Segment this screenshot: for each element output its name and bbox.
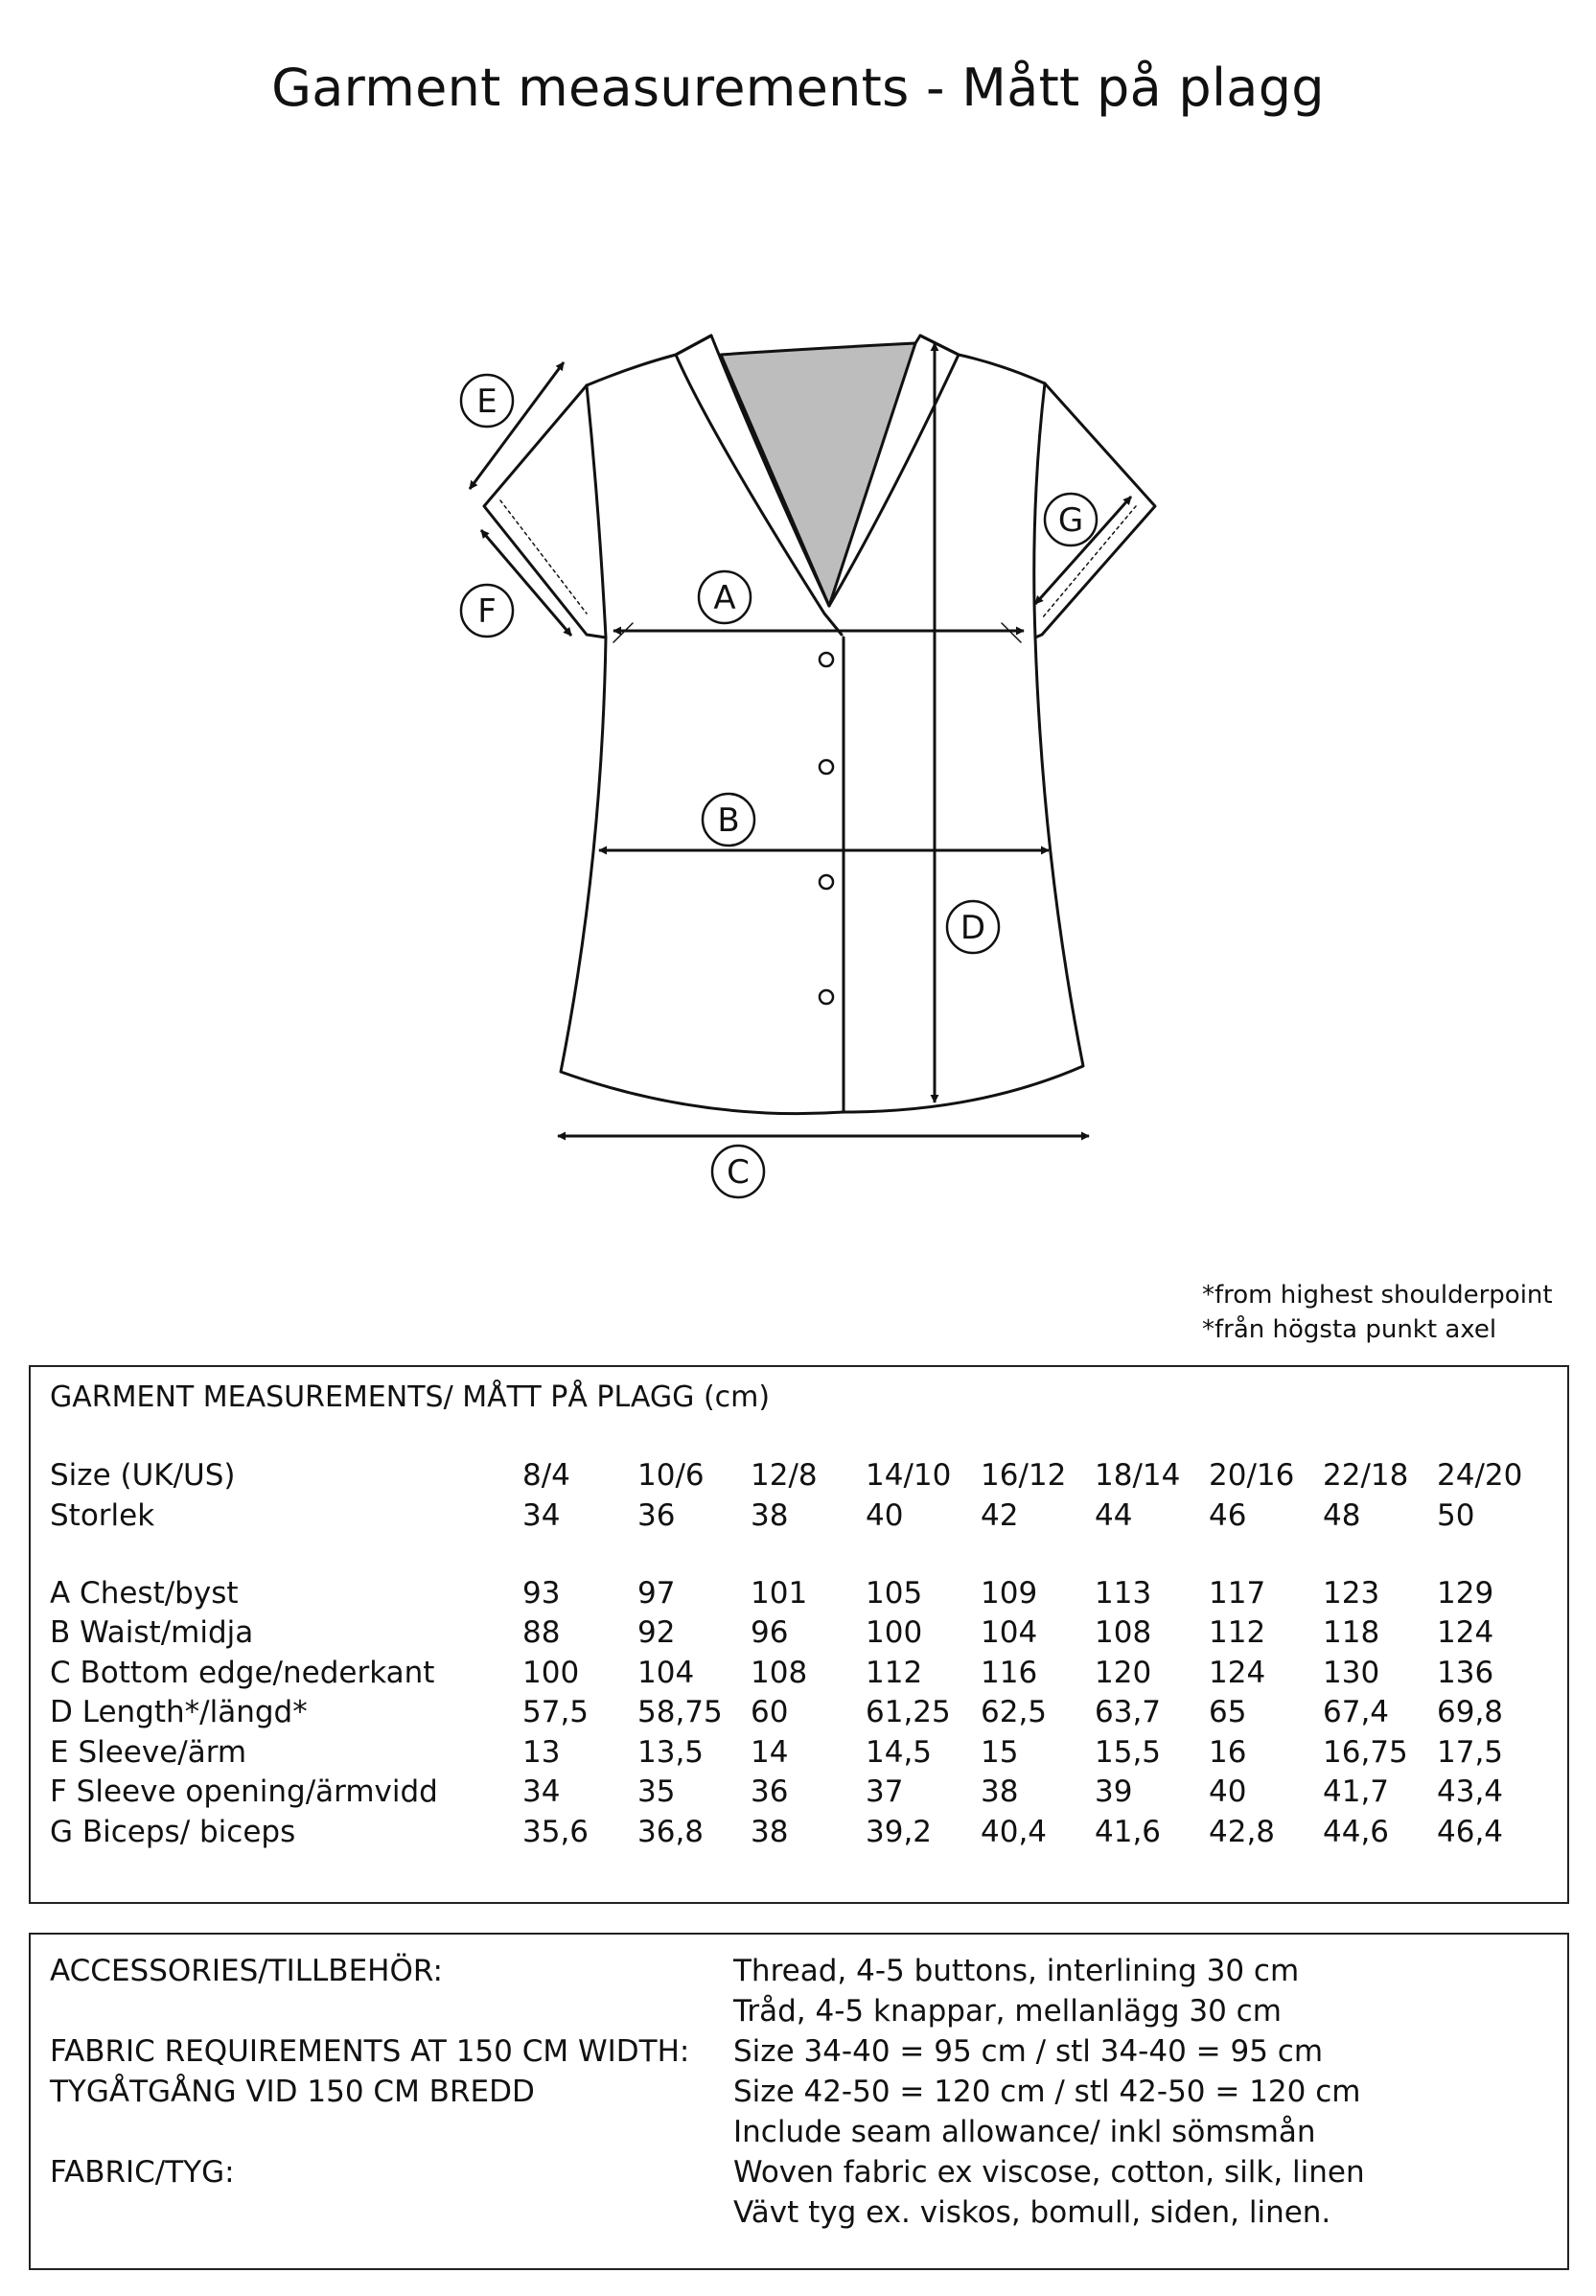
table-cell: 100: [866, 1615, 923, 1650]
table-cell: 42,8: [1209, 1815, 1276, 1849]
table-cell: 10/6: [637, 1458, 705, 1493]
table-cell: 100: [522, 1656, 580, 1690]
label-a: A: [713, 579, 736, 617]
table-cell: 46,4: [1437, 1815, 1504, 1849]
row-label: Size (UK/US): [50, 1458, 236, 1493]
table-cell: 130: [1323, 1656, 1380, 1690]
measurements-table: [29, 1365, 1569, 1904]
table-row: [50, 1498, 1545, 1537]
table-cell: 37: [866, 1774, 904, 1809]
table-cell: 38: [751, 1815, 789, 1849]
table-cell: 108: [1095, 1615, 1152, 1650]
table-cell: 36,8: [637, 1815, 705, 1849]
table-row: [50, 1656, 1545, 1694]
table-cell: 116: [981, 1656, 1038, 1690]
table-cell: 67,4: [1323, 1695, 1390, 1729]
table-cell: 123: [1323, 1576, 1380, 1611]
page-title: Garment measurements - Mått på plagg: [271, 58, 1325, 118]
table-row: [50, 1576, 1545, 1614]
table-cell: 88: [522, 1615, 561, 1650]
table-cell: 120: [1095, 1656, 1152, 1690]
label-g: G: [1057, 501, 1084, 540]
table-cell: 13,5: [637, 1735, 705, 1770]
table-cell: 40: [1209, 1774, 1247, 1809]
fabric-req-small: Size 34-40 = 95 cm / stl 34-40 = 95 cm: [733, 2034, 1324, 2069]
measurements-heading: GARMENT MEASUREMENTS/ MÅTT PÅ PLAGG (cm): [50, 1380, 771, 1414]
table-row: [50, 1774, 1545, 1813]
table-cell: 24/20: [1437, 1458, 1523, 1493]
table-cell: 44: [1095, 1498, 1133, 1533]
table-cell: 13: [522, 1735, 561, 1770]
row-label: B Waist/midja: [50, 1615, 254, 1650]
table-cell: 109: [981, 1576, 1038, 1611]
table-cell: 129: [1437, 1576, 1494, 1611]
table-cell: 34: [522, 1498, 561, 1533]
table-cell: 34: [522, 1774, 561, 1809]
table-cell: 14: [751, 1735, 789, 1770]
fabric-req-large: Size 42-50 = 120 cm / stl 42-50 = 120 cm: [733, 2075, 1361, 2109]
accessories-value-sv: Tråd, 4-5 knappar, mellanlägg 30 cm: [733, 1994, 1282, 2029]
table-cell: 15,5: [1095, 1735, 1162, 1770]
table-cell: 50: [1437, 1498, 1475, 1533]
table-row: [50, 1695, 1545, 1733]
table-cell: 117: [1209, 1576, 1266, 1611]
button-4: [820, 990, 833, 1004]
table-cell: 96: [751, 1615, 789, 1650]
label-b: B: [717, 801, 740, 840]
button-2: [820, 760, 833, 774]
table-cell: 92: [637, 1615, 676, 1650]
table-cell: 62,5: [981, 1695, 1048, 1729]
row-label: A Chest/byst: [50, 1576, 239, 1611]
table-cell: 65: [1209, 1695, 1247, 1729]
table-cell: 8/4: [522, 1458, 570, 1493]
label-e: E: [476, 383, 497, 421]
table-cell: 58,75: [637, 1695, 723, 1729]
table-cell: 42: [981, 1498, 1019, 1533]
table-cell: 38: [751, 1498, 789, 1533]
accessories-label: ACCESSORIES/TILLBEHÖR:: [50, 1954, 443, 1988]
label-d: D: [960, 909, 986, 947]
row-label: E Sleeve/ärm: [50, 1735, 247, 1770]
fabric-value-sv: Vävt tyg ex. viskos, bomull, siden, linen.: [733, 2195, 1331, 2230]
table-cell: 16,75: [1323, 1735, 1408, 1770]
table-cell: 63,7: [1095, 1695, 1162, 1729]
table-cell: 41,6: [1095, 1815, 1162, 1849]
table-cell: 136: [1437, 1656, 1494, 1690]
table-cell: 112: [1209, 1615, 1266, 1650]
table-cell: 113: [1095, 1576, 1152, 1611]
table-cell: 41,7: [1323, 1774, 1390, 1809]
label-f: F: [477, 592, 497, 631]
table-cell: 35: [637, 1774, 676, 1809]
seam-allowance-note: Include seam allowance/ inkl sömsmån: [733, 2115, 1316, 2149]
table-cell: 36: [637, 1498, 676, 1533]
fabric-value: Woven fabric ex viscose, cotton, silk, linen: [733, 2155, 1365, 2190]
row-label: Storlek: [50, 1498, 155, 1533]
table-cell: 69,8: [1437, 1695, 1504, 1729]
table-cell: 97: [637, 1576, 676, 1611]
table-cell: 118: [1323, 1615, 1380, 1650]
label-c: C: [727, 1153, 750, 1192]
table-cell: 124: [1209, 1656, 1266, 1690]
accessories-value: Thread, 4-5 buttons, interlining 30 cm: [733, 1954, 1300, 1988]
table-cell: 57,5: [522, 1695, 590, 1729]
table-cell: 14,5: [866, 1735, 933, 1770]
table-cell: 105: [866, 1576, 923, 1611]
table-cell: 36: [751, 1774, 789, 1809]
fabric-req-label-sv: TYGÅTGÅNG VID 150 CM BREDD: [50, 2075, 535, 2109]
table-cell: 48: [1323, 1498, 1361, 1533]
table-cell: 16: [1209, 1735, 1247, 1770]
table-cell: 39: [1095, 1774, 1133, 1809]
table-cell: 16/12: [981, 1458, 1067, 1493]
table-cell: 44,6: [1323, 1815, 1390, 1849]
table-cell: 104: [637, 1656, 695, 1690]
table-cell: 43,4: [1437, 1774, 1504, 1809]
row-label: D Length*/längd*: [50, 1695, 308, 1729]
table-cell: 60: [751, 1695, 789, 1729]
table-cell: 15: [981, 1735, 1019, 1770]
row-label: C Bottom edge/nederkant: [50, 1656, 435, 1690]
table-cell: 22/18: [1323, 1458, 1409, 1493]
row-label: F Sleeve opening/ärmvidd: [50, 1774, 438, 1809]
row-label: G Biceps/ biceps: [50, 1815, 296, 1849]
fabric-req-label: FABRIC REQUIREMENTS AT 150 CM WIDTH:: [50, 2034, 690, 2069]
table-cell: 20/16: [1209, 1458, 1295, 1493]
fabric-label: FABRIC/TYG:: [50, 2155, 235, 2190]
table-cell: 108: [751, 1656, 808, 1690]
accessories-box: [29, 1933, 1569, 2270]
table-row: [50, 1615, 1545, 1654]
table-cell: 61,25: [866, 1695, 951, 1729]
table-cell: 38: [981, 1774, 1019, 1809]
table-cell: 12/8: [751, 1458, 818, 1493]
table-cell: 14/10: [866, 1458, 952, 1493]
table-cell: 17,5: [1437, 1735, 1504, 1770]
neckline-insert: [721, 343, 915, 606]
table-cell: 40: [866, 1498, 904, 1533]
table-cell: 39,2: [866, 1815, 933, 1849]
table-cell: 112: [866, 1656, 923, 1690]
footnote: [1202, 1278, 1553, 1347]
table-row: [50, 1735, 1545, 1774]
table-cell: 35,6: [522, 1815, 590, 1849]
table-cell: 93: [522, 1576, 561, 1611]
footnote-en: *from highest shoulderpoint: [1202, 1281, 1553, 1310]
button-3: [820, 875, 833, 889]
table-cell: 104: [981, 1615, 1038, 1650]
button-1: [820, 653, 833, 666]
table-cell: 18/14: [1095, 1458, 1181, 1493]
table-cell: 101: [751, 1576, 808, 1611]
table-cell: 40,4: [981, 1815, 1048, 1849]
table-row: [50, 1815, 1545, 1853]
footnote-sv: *från högsta punkt axel: [1202, 1315, 1497, 1344]
table-row: [50, 1458, 1545, 1496]
table-cell: 46: [1209, 1498, 1247, 1533]
table-cell: 124: [1437, 1615, 1494, 1650]
